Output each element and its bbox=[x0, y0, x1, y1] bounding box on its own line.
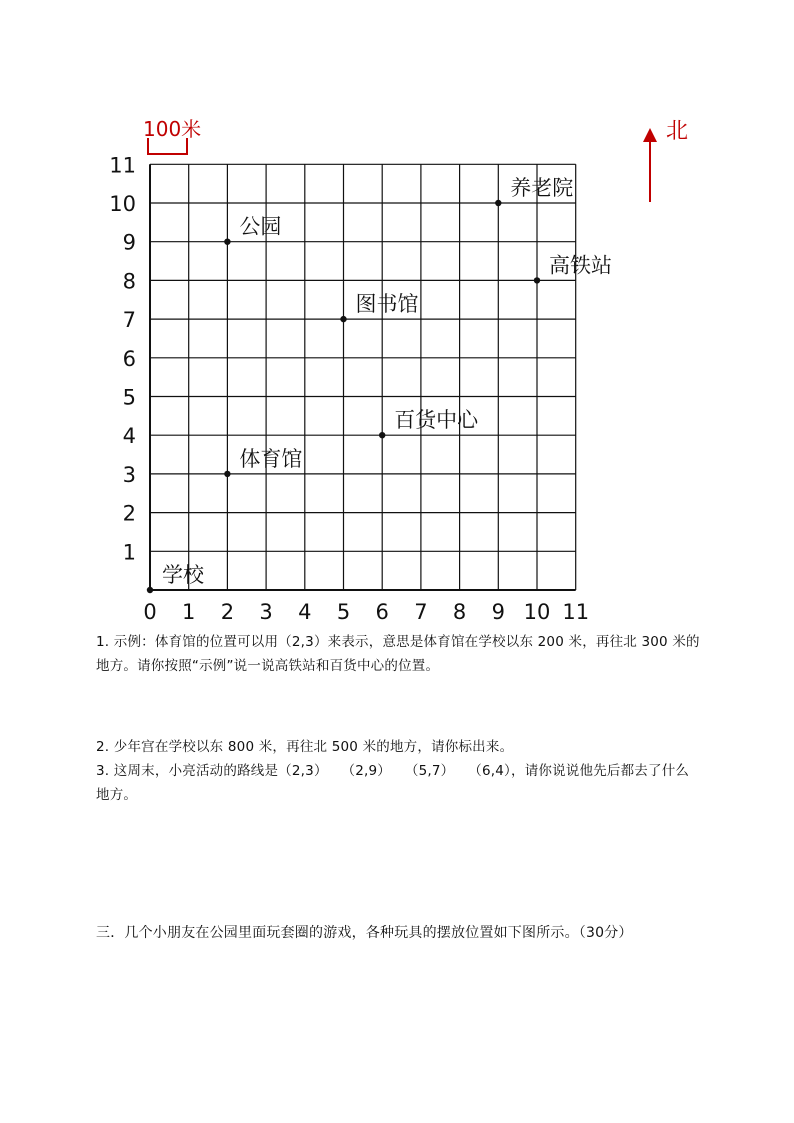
y-tick-label: 7 bbox=[122, 308, 136, 333]
question-3: 3. 这周末，小亮活动的路线是（2,3） （2,9） （5,7） （6,4），请你说说他先后都去了什么地方。 bbox=[96, 763, 690, 803]
point-marker bbox=[534, 277, 540, 283]
x-tick-label: 4 bbox=[298, 600, 312, 624]
y-tick-label: 1 bbox=[122, 540, 136, 565]
x-tick-label: 5 bbox=[336, 600, 351, 624]
section-3-heading: 三．几个小朋友在公园里面玩套圈的游戏，各种玩具的摆放位置如下图所示。（30分） bbox=[96, 925, 633, 941]
x-tick-label: 0 bbox=[143, 600, 157, 624]
point-label: 体育馆 bbox=[239, 446, 303, 471]
x-tick-label: 1 bbox=[182, 600, 196, 624]
point-label: 图书馆 bbox=[355, 292, 419, 317]
y-tick-label: 4 bbox=[122, 424, 136, 449]
x-tick-label: 2 bbox=[220, 600, 235, 624]
y-tick-label: 2 bbox=[122, 501, 136, 526]
x-tick-label: 10 bbox=[523, 600, 551, 624]
x-tick-label: 9 bbox=[491, 600, 505, 624]
question-2: 2. 少年宫在学校以东 800 米，再往北 500 米的地方，请你标出来。 bbox=[96, 739, 514, 755]
x-axis-ticks bbox=[143, 600, 589, 624]
y-tick-label: 10 bbox=[109, 192, 136, 216]
y-tick-label: 11 bbox=[109, 153, 136, 178]
north-label: 北 bbox=[666, 119, 689, 144]
point-marker bbox=[495, 200, 501, 206]
point-label: 养老院 bbox=[510, 176, 574, 200]
point-label: 百货中心 bbox=[394, 408, 479, 433]
y-tick-label: 6 bbox=[122, 346, 136, 371]
y-tick-label: 3 bbox=[122, 462, 136, 487]
point-label: 学校 bbox=[162, 563, 204, 587]
question-1: 1. 示例：体育馆的位置可以用（2,3）来表示，意思是体育馆在学校以东 200 米，再往北 300 米的地方。请你按照“示例”说一说高铁站和百货中心的位置。 bbox=[96, 634, 700, 674]
point-label: 高铁站 bbox=[549, 253, 612, 278]
scale-bar bbox=[143, 117, 201, 154]
y-tick-label: 9 bbox=[122, 230, 136, 255]
point-marker bbox=[340, 316, 346, 322]
scale-label: 100米 bbox=[143, 117, 202, 141]
north-indicator bbox=[643, 119, 688, 202]
y-tick-label: 5 bbox=[122, 385, 136, 410]
x-tick-label: 8 bbox=[452, 600, 467, 624]
point-marker bbox=[224, 239, 230, 245]
point-marker bbox=[224, 471, 230, 477]
north-arrowhead-icon bbox=[643, 128, 657, 142]
x-tick-label: 6 bbox=[375, 600, 389, 624]
x-tick-label: 11 bbox=[562, 600, 590, 624]
x-tick-label: 3 bbox=[259, 600, 273, 624]
grid-lines bbox=[150, 164, 576, 590]
y-axis-ticks bbox=[109, 153, 136, 564]
plotted-points bbox=[147, 176, 612, 593]
point-marker bbox=[147, 587, 153, 593]
point-marker bbox=[379, 432, 385, 438]
x-tick-label: 7 bbox=[414, 600, 428, 624]
point-label: 公园 bbox=[239, 214, 282, 239]
y-tick-label: 8 bbox=[122, 269, 136, 294]
